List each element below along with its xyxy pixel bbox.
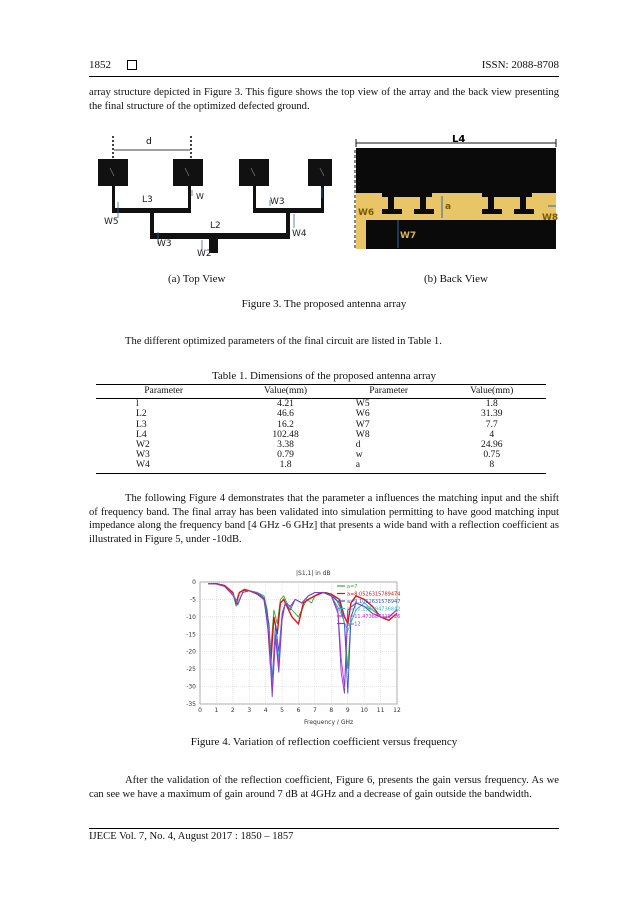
label-W3-upper: W3 bbox=[270, 197, 285, 207]
dimensions-table bbox=[96, 384, 546, 474]
table-row: W4 1.8 a 8 bbox=[96, 460, 546, 473]
caption-top-view: (a) Top View bbox=[168, 273, 226, 285]
x-tick-label: 4 bbox=[263, 707, 268, 714]
y-tick-label: -25 bbox=[186, 666, 196, 674]
x-tick-label: 7 bbox=[313, 707, 317, 714]
figure4-caption: Figure 4. Variation of reflection coefficient versus frequency bbox=[190, 736, 458, 748]
table-row: L3 16.2 W7 7.7 bbox=[136, 418, 498, 430]
y-tick-label: -30 bbox=[186, 683, 196, 691]
legend-entry: a=12 bbox=[347, 621, 361, 628]
legend-entry: a=9.1052631578947 bbox=[347, 599, 401, 605]
legend-entry: a=8.0526315789474 bbox=[347, 591, 401, 598]
issn: ISSN: 2088-8708 bbox=[481, 59, 559, 71]
label-W6: W6 bbox=[358, 208, 375, 218]
y-tick-label: -15 bbox=[186, 631, 196, 639]
table-header: Value(mm) bbox=[231, 385, 339, 399]
y-tick-label: -20 bbox=[186, 648, 196, 656]
intro-paragraph: array structure depicted in Figure 3. This figure shows the top view of the array and the back view presenting the final structure of the optimized defected ground. bbox=[89, 87, 559, 112]
label-L4: L4 bbox=[452, 134, 466, 145]
y-tick-label: -35 bbox=[186, 701, 196, 708]
patch-2 bbox=[173, 159, 203, 186]
x-tick-label: 9 bbox=[345, 707, 350, 714]
label-W3-lower: W3 bbox=[157, 239, 172, 249]
y-tick-label: -5 bbox=[190, 596, 196, 604]
chart-xlabel: Frequency / GHz bbox=[304, 719, 354, 726]
table-row: L4 102.48 W8 4 bbox=[136, 428, 495, 440]
x-tick-label: 3 bbox=[247, 707, 252, 714]
label-L3: L3 bbox=[142, 195, 153, 205]
x-tick-label: 8 bbox=[329, 707, 334, 714]
label-d: d bbox=[146, 137, 152, 147]
s11-chart bbox=[178, 566, 468, 726]
table-header: Value(mm) bbox=[438, 385, 547, 399]
patch-3 bbox=[239, 159, 269, 186]
x-tick-label: 11 bbox=[376, 707, 385, 714]
table-header: Parameter bbox=[340, 385, 438, 399]
table-row: W3 0.79 w 0.75 bbox=[136, 449, 501, 461]
patch-4 bbox=[308, 159, 332, 186]
y-tick-label: -10 bbox=[186, 613, 196, 621]
x-tick-label: 2 bbox=[230, 707, 235, 714]
label-W5: W5 bbox=[104, 217, 119, 227]
table1-caption: Table 1. Dimensions of the proposed antenna array bbox=[211, 370, 437, 382]
figure3-caption: Figure 3. The proposed antenna array bbox=[241, 298, 407, 310]
label-a: a bbox=[445, 202, 452, 212]
caption-back-view: (b) Back View bbox=[424, 273, 488, 285]
back-view-diagram bbox=[352, 134, 560, 252]
table-intro-paragraph: The different optimized parameters of the final circuit are listed in Table 1. bbox=[125, 336, 442, 347]
label-W8: W8 bbox=[542, 213, 559, 223]
table-header: Parameter bbox=[96, 385, 231, 399]
ground-top bbox=[356, 148, 556, 193]
label-W7: W7 bbox=[400, 231, 417, 241]
header-rule bbox=[89, 76, 559, 77]
footer-journal: IJECE Vol. 7, No. 4, August 2017 : 1850 – 1857 bbox=[89, 831, 294, 842]
chart-title: |S1,1| in dB bbox=[296, 570, 331, 577]
table-row: L2 46.6 W6 31.39 bbox=[136, 408, 503, 420]
x-tick-label: 5 bbox=[280, 707, 284, 714]
square-outline-icon bbox=[127, 60, 137, 70]
x-tick-label: 6 bbox=[296, 707, 301, 714]
legend-entry: a=11.473684210526 bbox=[347, 614, 401, 620]
page-number: 1852 bbox=[89, 59, 111, 71]
ground-bottom bbox=[366, 220, 556, 249]
x-tick-label: 12 bbox=[393, 707, 401, 714]
x-tick-label: 1 bbox=[214, 707, 219, 714]
y-tick-label: 0 bbox=[192, 579, 196, 586]
x-tick-label: 0 bbox=[198, 707, 202, 714]
figure4-paragraph: The following Figure 4 demonstrates that the parameter a influences the matching input and the shift of frequency band. The final array has been validated into simulation permitting to have good matching input impedance along the frequency band [4 GHz -6 GHz] that presents a wide band with a reflection coefficient as illustrated in Figure 5, under -10dB. bbox=[89, 493, 559, 545]
table-row: l 4.21 W5 1.8 bbox=[136, 398, 498, 410]
legend-entry: a=7 bbox=[347, 584, 358, 590]
patch-1 bbox=[98, 159, 128, 186]
top-view-diagram bbox=[92, 132, 332, 262]
legend-entry: a=10.157894736842 bbox=[347, 606, 401, 613]
gain-paragraph: After the validation of the reflection coefficient, Figure 6, presents the gain versus frequency. As we can see we have a maximum of gain around 7 dB at 4GHz and a decrease of gain outside the bandwidth. bbox=[89, 775, 559, 800]
label-W: W bbox=[196, 192, 204, 201]
label-W2: W2 bbox=[197, 249, 212, 259]
footer-rule bbox=[89, 828, 559, 829]
label-W4: W4 bbox=[292, 229, 307, 239]
table-row: W2 3.38 d 24.96 bbox=[136, 439, 503, 451]
x-tick-label: 10 bbox=[360, 707, 368, 714]
label-L2: L2 bbox=[210, 221, 221, 231]
